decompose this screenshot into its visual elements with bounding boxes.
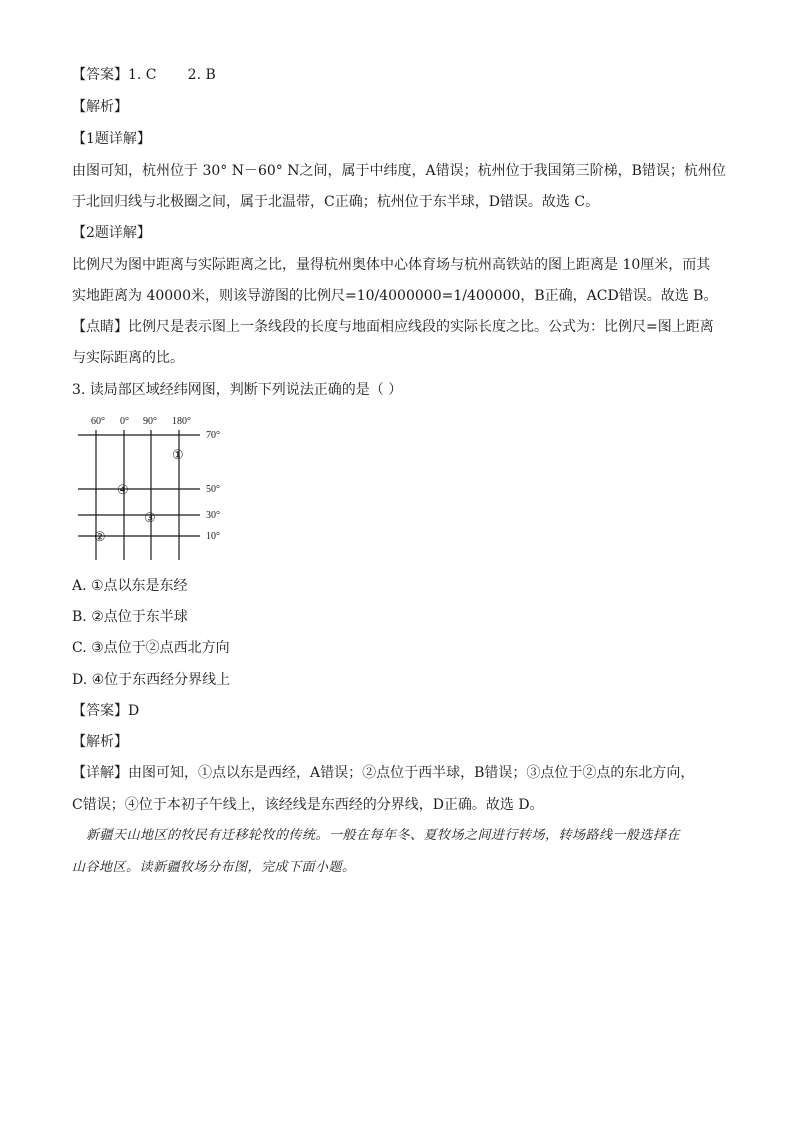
lon-label-180: 180° xyxy=(172,416,191,427)
analysis-heading-1: 【解析】 xyxy=(72,99,128,115)
q3-detail-label: 【详解】 xyxy=(72,765,128,781)
q1-detail-line-2: 于北回归线与北极圈之间，属于北温带，C正确；杭州位于东半球，D错误。故选 C。 xyxy=(72,194,600,210)
lat-lon-grid-figure xyxy=(72,408,242,568)
tip-text-1: 比例尺是表示图上一条线段的长度与地面相应线段的实际长度之比。公式为：比例尺=图上距离 xyxy=(128,319,714,335)
lon-label-0: 0° xyxy=(120,416,129,427)
next-intro-line-1: 新疆天山地区的牧民有迁移轮牧的传统。一般在每年冬、夏牧场之间进行转场，转场路线一般选择在 xyxy=(86,828,681,843)
lat-label-10: 10° xyxy=(206,531,220,542)
q3-detail-line-2: C错误；④位于本初子午线上，该经线是东西经的分界线，D正确。故选 D。 xyxy=(72,797,544,813)
tip-line-2: 与实际距离的比。 xyxy=(72,350,184,366)
answer-label: 【答案】 xyxy=(72,67,128,83)
lat-label-30: 30° xyxy=(206,510,220,521)
answer-text: 1. C 2. B xyxy=(128,67,216,83)
q1-detail-line-1: 由图可知，杭州位于 30° N－60° N之间，属于中纬度，A错误；杭州位于我国第三阶梯，B错误；杭州位 xyxy=(72,163,726,179)
q3-detail-line-1 xyxy=(72,763,694,783)
q2-detail-title: 【2题详解】 xyxy=(72,225,151,241)
point-1-marker: ① xyxy=(172,447,184,462)
lon-label-60: 60° xyxy=(91,416,105,427)
point-3-marker: ③ xyxy=(144,510,156,525)
option-d: D. ④位于东西经分界线上 xyxy=(72,672,231,688)
q3-answer-line xyxy=(72,701,139,721)
option-a: A. ①点以东是东经 xyxy=(72,578,188,594)
lat-label-70: 70° xyxy=(206,430,220,441)
option-b: B. ②点位于东半球 xyxy=(72,609,188,625)
tip-label: 【点睛】 xyxy=(72,319,128,335)
option-c: C. ③点位于②点西北方向 xyxy=(72,640,230,656)
q2-detail-line-1: 比例尺为图中距离与实际距离之比，量得杭州奥体中心体育场与杭州高铁站的图上距离是 10厘米，而其 xyxy=(72,257,711,273)
lon-label-90: 90° xyxy=(143,416,157,427)
next-intro-line-2: 山谷地区。读新疆牧场分布图，完成下面小题。 xyxy=(72,860,356,875)
q3-answer-value: D xyxy=(128,703,140,719)
q1-detail-title: 【1题详解】 xyxy=(72,131,151,147)
q2-detail-line-2: 实地距离为 40000米，则该导游图的比例尺=10/4000000=1/400000，B正确，ACD错误。故选 B。 xyxy=(72,288,718,304)
tip-line-1 xyxy=(72,317,714,337)
q3-answer-label: 【答案】 xyxy=(72,703,128,719)
lat-label-50: 50° xyxy=(206,484,220,495)
q3-analysis-heading: 【解析】 xyxy=(72,734,128,750)
q3-detail-text-1: 由图可知，①点以东是西经，A错误；②点位于西半球，B错误；③点位于②点的东北方向， xyxy=(128,765,695,781)
point-2-marker: ② xyxy=(94,529,106,544)
q3-stem: 3. 读局部区域经纬网图，判断下列说法正确的是（ ） xyxy=(72,382,403,398)
answer-line-1 xyxy=(72,65,216,85)
point-4-marker: ④ xyxy=(117,482,129,497)
